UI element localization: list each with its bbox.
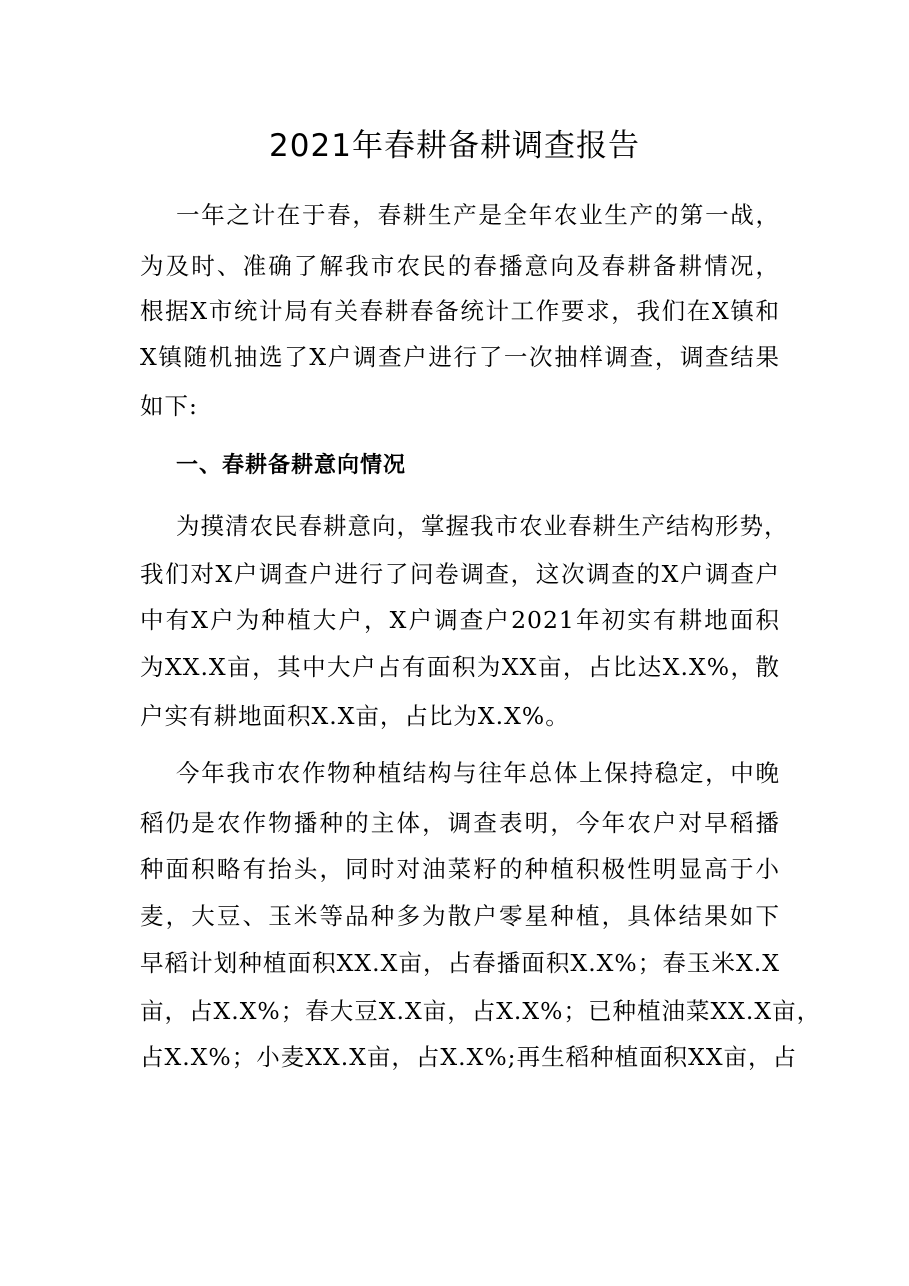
para2-line-6: 亩，占X.X%；春大豆X.X亩，占X.X%；已种植油菜XX.X亩， bbox=[140, 997, 822, 1025]
para2-line-7: 占X.X%；小麦XX.X亩，占X.X%;再生稻种植面积XX亩，占 bbox=[140, 1043, 798, 1071]
para2-line-4: 麦，大豆、玉米等品种多为散户零星种植，具体结果如下 bbox=[140, 902, 780, 930]
section-heading-1: 一、春耕备耕意向情况 bbox=[176, 453, 407, 478]
intro-line-1: 一年之计在于春，春耕生产是全年农业生产的第一战， bbox=[176, 201, 780, 229]
para1-line-1: 为摸清农民春耕意向，掌握我市农业春耕生产结构形势， bbox=[176, 512, 789, 540]
para1-line-5: 户实有耕地面积X.X亩，占比为X.X%。 bbox=[140, 702, 570, 730]
intro-line-4: X镇随机抽选了X户调查户进行了一次抽样调查，调查结果 bbox=[140, 343, 780, 371]
para2-line-5: 早稻计划种植面积XX.X亩，占春播面积X.X%；春玉米X.X bbox=[140, 949, 780, 977]
intro-line-5: 如下: bbox=[140, 392, 198, 420]
para2-line-3: 种面积略有抬头，同时对油菜籽的种植积极性明显高于小 bbox=[140, 855, 780, 883]
para1-line-4: 为XX.X亩，其中大户占有面积为XX亩，占比达X.X%，散 bbox=[140, 653, 780, 681]
para2-line-1: 今年我市农作物种植结构与往年总体上保持稳定，中晚 bbox=[176, 759, 780, 787]
intro-line-3: 根据X市统计局有关春耕春备统计工作要求，我们在X镇和 bbox=[140, 297, 780, 325]
document-title: 2021年春耕备耕调查报告 bbox=[269, 128, 640, 164]
para2-line-2: 稻仍是农作物播种的主体，调查表明，今年农户对早稻播 bbox=[140, 809, 780, 837]
para1-line-2: 我们对X户调查户进行了问卷调查，这次调查的X户调查户 bbox=[140, 560, 780, 588]
para1-line-3: 中有X户为种植大户，X户调查户2021年初实有耕地面积 bbox=[140, 606, 780, 634]
intro-line-2: 为及时、准确了解我市农民的春播意向及春耕备耕情况， bbox=[140, 252, 780, 280]
